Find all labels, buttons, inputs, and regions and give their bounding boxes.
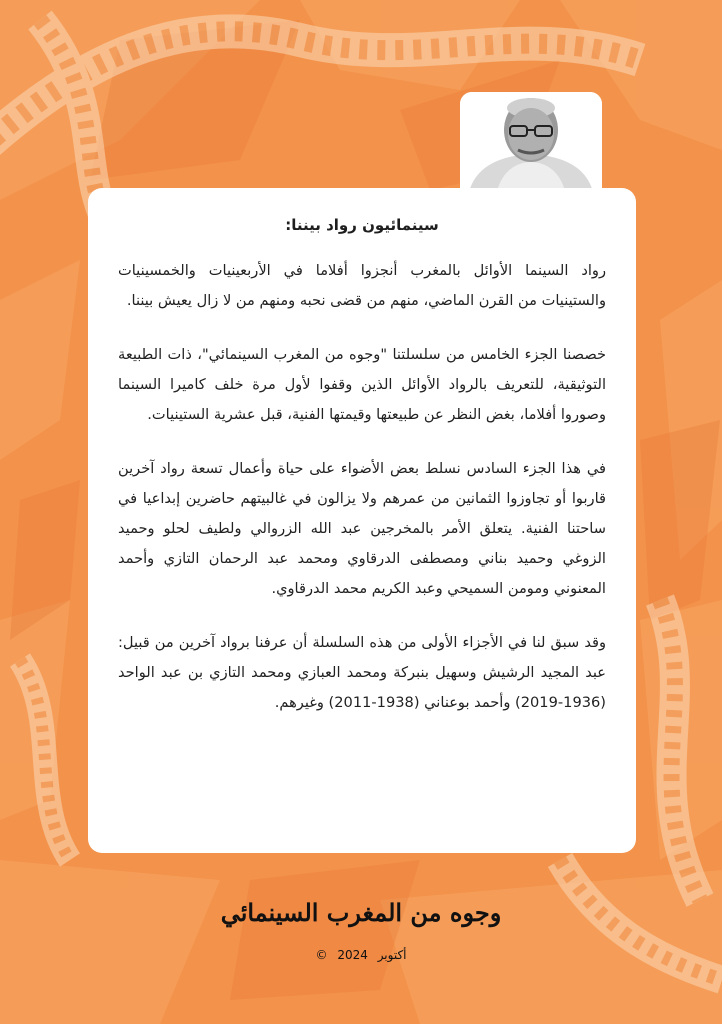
article-card <box>88 188 636 853</box>
publication-date <box>0 948 722 962</box>
article-title: سينمائيون رواد بيننا: <box>285 216 439 234</box>
article-paragraph-1: رواد السينما الأوائل بالمغرب أنجزوا أفلاما في الأربعينيات والخمسينيات والستينيات من القرن الماضي، منهم من قضى نحبه ومنهم من لا زال يعيش بيننا. <box>118 262 606 309</box>
date-month: أكتوبر <box>377 948 407 962</box>
date-year: 2024 <box>337 948 368 962</box>
article-paragraph-3: في هذا الجزء السادس نسلط بعض الأضواء على حياة وأعمال تسعة رواد آخرين قاربوا أو تجاوزوا الثمانين من عمرهم ولا يزالون في غالبيتهم حاضرين إبداعيا في ساحتنا الفنية. يتعلق الأمر بالمخرجين عبد الله الزروالي ولطيف لحلو وحميد الزوغي وحميد بناني ومصطفى الدرقاوي ومحمد عبد الرحمان التازي وأحمد المعنوني ومومن السميحي وعبد الكريم محمد الدرقاوي. <box>118 460 606 597</box>
person-photo-icon <box>460 92 602 196</box>
article-paragraph-2: خصصنا الجزء الخامس من سلسلتنا "وجوه من المغرب السينمائي"، ذات الطبيعة التوثيقية، للتعريف بالرواد الأوائل الذين وقفوا لأول مرة خلف كاميرا السينما وصوروا أفلاما، بغض النظر عن طبيعتها وقيمتها الفنية، قبل عشرية الستينيات. <box>118 346 606 423</box>
author-portrait <box>460 92 602 196</box>
article-paragraph-4: وقد سبق لنا في الأجزاء الأولى من هذه السلسلة أن عرفنا برواد آخرين من قبيل: عبد المجيد الرشيش وسهيل بنبركة ومحمد العبازي ومحمد التازي بن عبد الواحد (1936-2019) وأحمد بوعناني (1938-2011) وغيرهم. <box>118 634 606 711</box>
copyright-symbol: © <box>315 948 328 962</box>
brand-title: وجوه من المغرب السينمائي <box>220 898 502 927</box>
